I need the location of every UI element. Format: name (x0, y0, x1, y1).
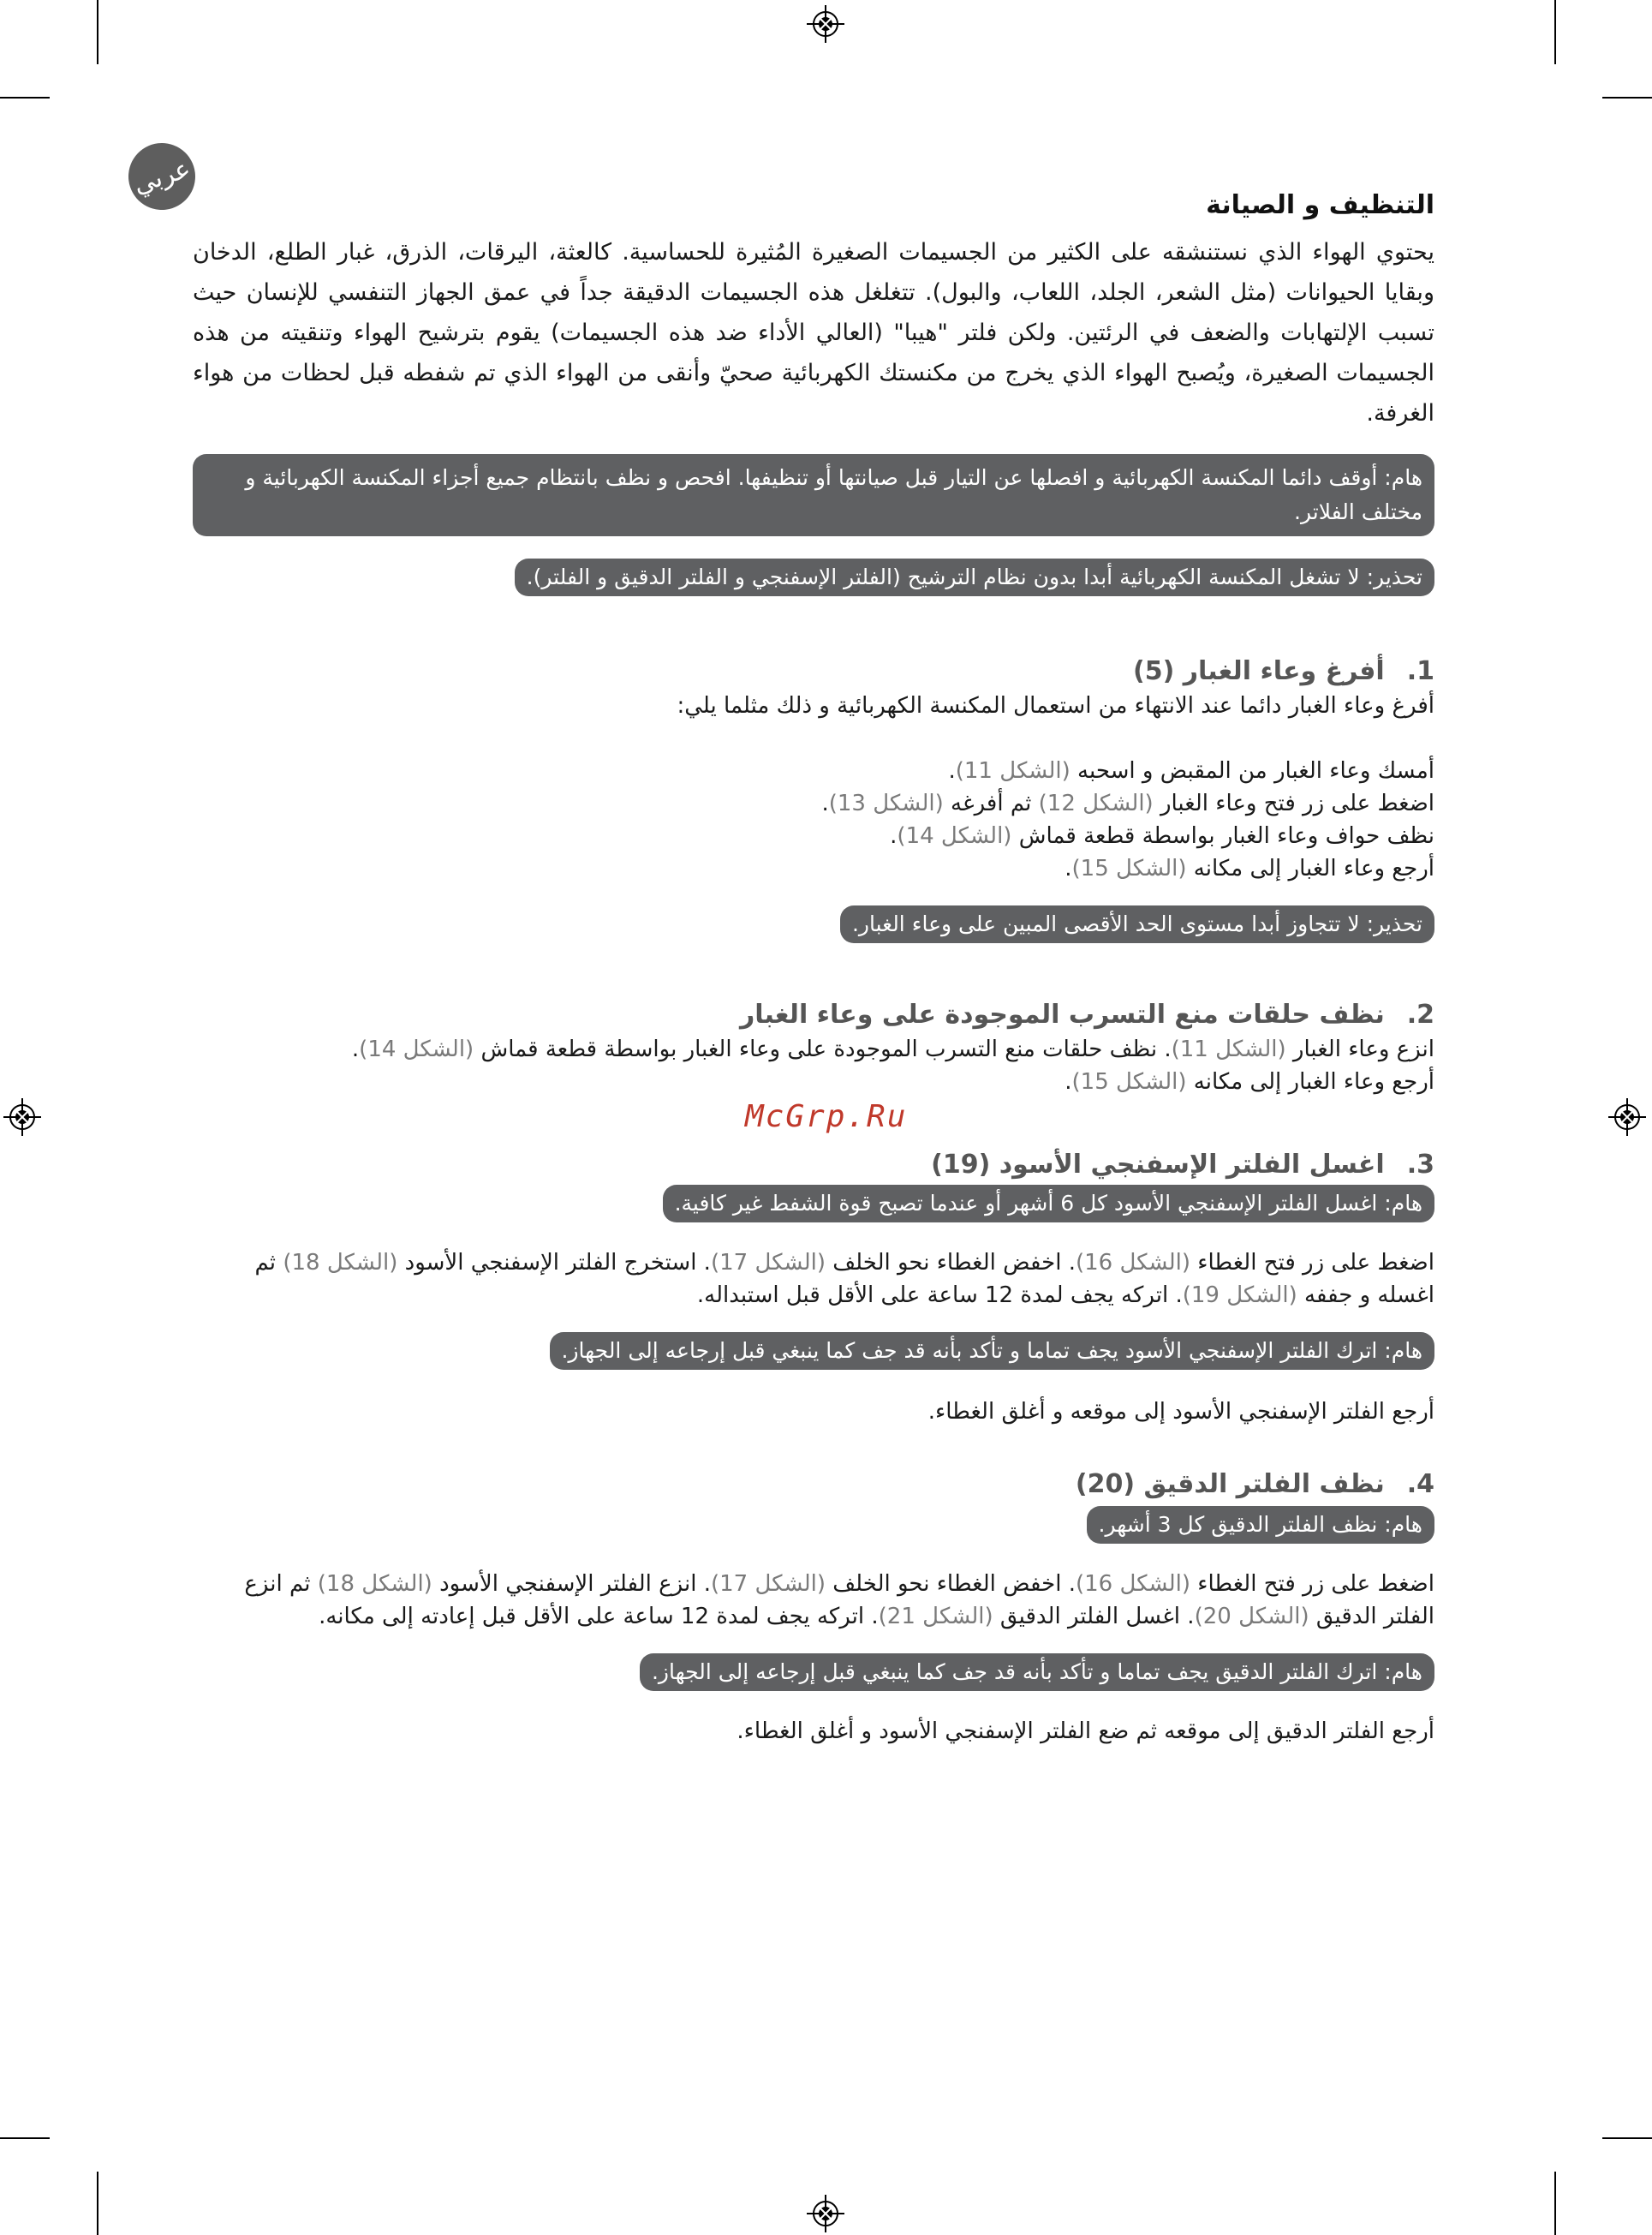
registration-mark-icon (3, 1098, 41, 1136)
section-1-intro: أفرغ وعاء الغبار دائما عند الانتهاء من استعمال المكنسة الكهربائية و ذلك مثلما يلي: (677, 693, 1434, 719)
registration-mark-icon (1608, 1098, 1646, 1136)
important-note: هام: اترك الفلتر الإسفنجي الأسود يجف تماما و تأكد بأنه قد جف كما ينبغي قبل إرجاعه إلى الجهاز. (550, 1332, 1434, 1370)
crop-mark (1554, 0, 1556, 64)
warning-note: تحذير: لا تشغل المكنسة الكهربائية أبدا بدون نظام الترشيح (الفلتر الإسفنجي و الفلتر الدقيق و الفلتر). (515, 559, 1434, 596)
watermark: McGrp.Ru (745, 1099, 908, 1134)
section-1-heading: 1.أفرغ وعاء الغبار (5) (1132, 656, 1434, 686)
crop-mark (1602, 97, 1652, 99)
list-item: أرجع وعاء الغبار إلى مكانه (الشكل 15). (1065, 856, 1434, 881)
section-2-line: أرجع وعاء الغبار إلى مكانه (الشكل 15). (1065, 1069, 1434, 1095)
language-badge: عربي (120, 134, 204, 218)
section-4-paragraph: اضغط على زر فتح الغطاء (الشكل 16). اخفض الغطاء نحو الخلف (الشكل 17). انزع الفلتر الإسفنجي الأسود (الشكل 18) ثم انزع الفلتر الدقيق (الشكل 20). اغسل الفلتر الدقيق (الشكل 21). اتركه يجف لمدة 12 ساعة على الأقل قبل إعادته إلى مكانه. (244, 1571, 1434, 1629)
section-4-heading: 4.نظف الفلتر الدقيق (20) (1075, 1469, 1434, 1499)
registration-mark-icon (807, 5, 844, 43)
warning-note: تحذير: لا تتجاوز أبدا مستوى الحد الأقصى المبين على وعاء الغبار. (840, 905, 1434, 943)
crop-mark (1554, 2172, 1556, 2235)
section-3-paragraph: اضغط على زر فتح الغطاء (الشكل 16). اخفض الغطاء نحو الخلف (الشكل 17). استخرج الفلتر الإسفنجي الأسود (الشكل 18) ثم اغسله و جففه (الشكل 19). اتركه يجف لمدة 12 ساعة على الأقل قبل استبداله. (254, 1250, 1434, 1308)
section-2-heading: 2.نظف حلقات منع التسرب الموجودة على وعاء الغبار (739, 1000, 1434, 1030)
important-note: هام: اغسل الفلتر الإسفنجي الأسود كل 6 أشهر أو عندما تصبح قوة الشفط غير كافية. (663, 1185, 1434, 1222)
list-item: أمسك وعاء الغبار من المقبض و اسحبه (الشكل 11). (948, 758, 1434, 784)
section-3-final: أرجع الفلتر الإسفنجي الأسود إلى موقعه و أغلق الغطاء. (927, 1399, 1434, 1425)
list-item: نظف حواف وعاء الغبار بواسطة قطعة قماش (الشكل 14). (890, 823, 1434, 849)
crop-mark (97, 2172, 98, 2235)
crop-mark (0, 2137, 50, 2139)
important-note: هام: نظف الفلتر الدقيق كل 3 أشهر. (1087, 1506, 1435, 1544)
section-4-final: أرجع الفلتر الدقيق إلى موقعه ثم ضع الفلتر الإسفنجي الأسود و أغلق الغطاء. (737, 1718, 1434, 1744)
crop-mark (1602, 2137, 1652, 2139)
section-1-steps (193, 755, 1434, 885)
list-item: اضغط على زر فتح وعاء الغبار (الشكل 12) ثم أفرغه (الشكل 13). (821, 791, 1434, 816)
section-3-heading: 3.اغسل الفلتر الإسفنجي الأسود (19) (931, 1150, 1434, 1180)
crop-mark (97, 0, 98, 64)
crop-mark (0, 97, 50, 99)
intro-paragraph: يحتوي الهواء الذي نستنشقه على الكثير من الجسيمات الصغيرة المُثيرة للحساسية. كالعثة، اليرقات، الذرق، غبار الطلع، الدخان وبقايا الحيوانات (مثل الشعر، الجلد، اللعاب، والبول). تتغلغل هذه الجسيمات الدقيقة جداً في عمق الجهاز التنفسي للإنسان حيث تسبب الإلتهابات والضعف في الرئتين. ولكن فلتر "هيبا" (العالي الأداء ضد هذه الجسيمات) يقوم بترشيح الهواء وتنقيته من هذه الجسيمات الصغيرة، ويُصبح الهواء الذي يخرج من مكنستك الكهربائية صحيّ وأنقى من الهواء الذي تم شفطه قبل لحظات من هواء الغرفة. (193, 239, 1434, 427)
page-title: التنظيف و الصيانة (1206, 190, 1434, 220)
section-2-line: انزع وعاء الغبار (الشكل 11). نظف حلقات منع التسرب الموجودة على وعاء الغبار بواسطة قطعة قماش (الشكل 14). (351, 1037, 1434, 1062)
important-note: هام: اترك الفلتر الدقيق يجف تماما و تأكد بأنه قد جف كما ينبغي قبل إرجاعه إلى الجهاز. (640, 1653, 1434, 1691)
registration-mark-icon (807, 2195, 844, 2232)
important-note: هام: أوقف دائما المكنسة الكهربائية و افصلها عن التيار قبل صيانتها أو تنظيفها. افحص و نظف بانتظام جميع أجزاء المكنسة الكهربائية و مختلف الفلاتر. (193, 454, 1434, 536)
page-content (193, 190, 1434, 1748)
